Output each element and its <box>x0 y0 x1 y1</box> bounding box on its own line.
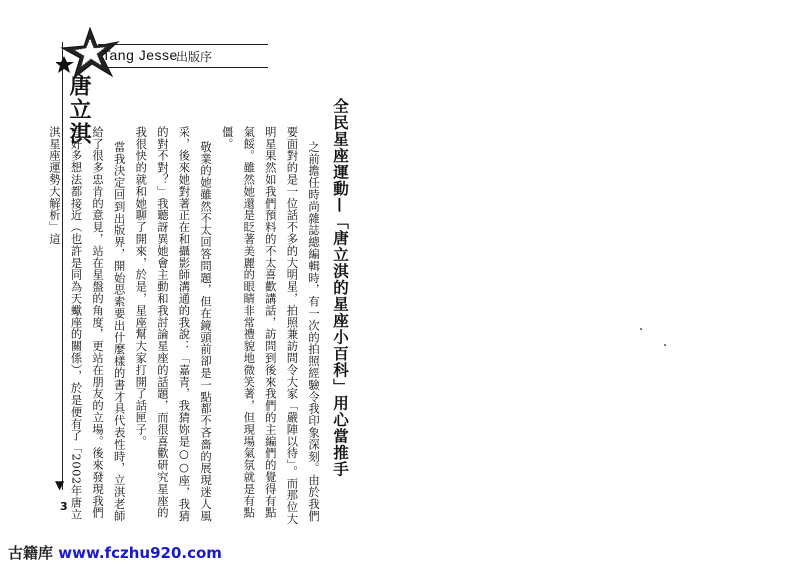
author-chinese-name: 唐立淇 <box>66 74 92 146</box>
paragraph-3: 當我決定回到出版界，開始思索要出什麼樣的書才具代表性時，立淇老師給了很多忠肯的意見，站在星盤的角度，更站在朋友的立場。後來發現我們有好多想法都接近（也許是同為天蠍座的關係），於是便有了「2002年唐立淇星座運勢大解析」這 <box>47 126 126 522</box>
author-english-name: Tang Jesse <box>102 47 178 63</box>
paragraph-2: 敬業的她雖然不太回答問題，但在鏡頭前卻是一點都不吝嗇的展現迷人風采，後來她對著正在和攝影師溝通的我說：「嘉青，我猜妳是○○座，我猜的對不對？」我聽訝異她會主動和我討論星座的話題，而很喜歡研究星座的我很快的就和她聊了開來，於是，星座幫大家打開了話匣子。 <box>134 126 213 523</box>
scan-speck <box>664 344 666 346</box>
article-body <box>47 126 324 526</box>
scan-speck <box>640 328 642 330</box>
paragraph-1: 之前擔任時尚雜誌總編輯時，有一次的拍照經驗令我印象深刻。由於我們要面對的是一位話不多的大明星，拍照兼訪問令大家「嚴陣以待」。而那位大明星果然如我們預料的不太喜歡講話，訪問到後來我們的主編們的覺得有點氣餒。雖然她還是眨著美麗的眼睛非常禮貌地微笑著，但現場氣氛就是有點僵。 <box>220 126 320 525</box>
section-label: 出版序 <box>176 50 213 64</box>
page-number: 3 <box>60 500 68 513</box>
arrow-down-icon: ▼ <box>55 478 65 492</box>
watermark-site-name: 古籍库 <box>8 544 54 562</box>
watermark-url: www.fczhu920.com <box>58 544 222 562</box>
site-watermark <box>8 542 222 563</box>
article-title: 全民星座運動—「唐立淇的星座小百科」用心當推手 <box>331 98 350 478</box>
